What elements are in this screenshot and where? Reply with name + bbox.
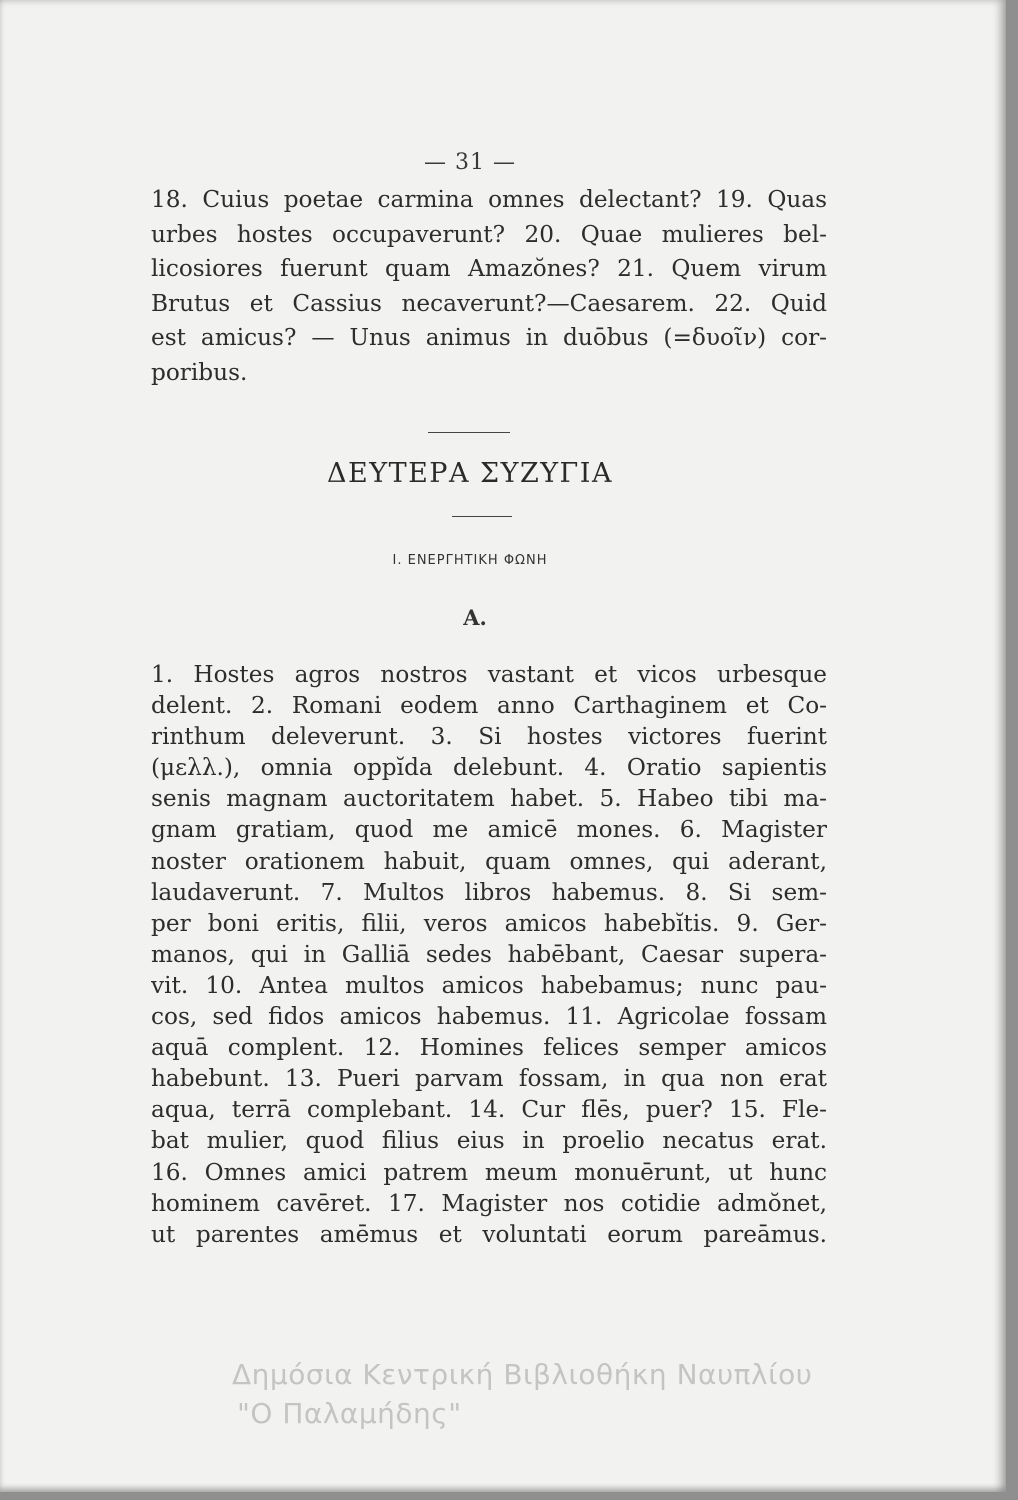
subsection-title: I. ΕΝΕΡΓΗΤΙΚΗ ΦΩΝΗ [392,553,548,568]
title-underline [452,516,512,517]
library-watermark-subtitle: "Ο Παλαμήδης" [237,1397,462,1430]
paragraph-line: poribus. [151,358,248,386]
paragraph-line: licosiores fuerunt quam Amazŏnes? 21. Quem virum [151,255,827,283]
paragraph-line: 1. Hostes agros nostros vastant et vicos urbesque [151,661,827,688]
top-paragraph [151,183,827,391]
paragraph-line: laudaverunt. 7. Multos libros habemus. 8. Si sem- [151,878,827,906]
page-number: — 31 — [424,150,516,175]
paragraph-line: 16. Omnes amici patrem meum monuērunt, ut hunc [151,1158,827,1186]
paragraph-line: gnam gratiam, quod me amicē mones. 6. Magister [151,816,827,844]
paragraph-line: est amicus? — Unus animus in duōbus (=δυοῖν) cor- [151,324,827,352]
paragraph-line: 18. Cuius poetae carmina omnes delectant? 19. Quas [151,186,827,213]
paragraph-line: cos, sed fidos amicos habemus. 11. Agricolae fossam [151,1003,827,1031]
section-divider [428,432,510,433]
paragraph-line: bat mulier, quod filius eius in proelio necatus erat. [151,1127,827,1155]
paragraph-line: Brutus et Cassius necaverunt?—Caesarem. 22. Quid [151,289,827,317]
paragraph-line: rinthum deleverunt. 3. Si hostes victores fuerint [151,723,827,751]
paragraph-line: (μελλ.), omnia oppĭda delebunt. 4. Oratio sapientis [151,754,827,782]
paragraph-line: per boni eritis, filii, veros amicos habebĭtis. 9. Ger- [151,909,827,937]
paragraph-line: aquā complent. 12. Homines felices semper amicos [151,1034,827,1062]
paragraph-line: aqua, terrā complebant. 14. Cur flēs, puer? 15. Fle- [151,1096,827,1124]
paragraph-line: manos, qui in Galliā sedes habēbant, Caesar supera- [151,940,827,968]
paragraph-line: senis magnam auctoritatem habet. 5. Habeo tibi ma- [151,785,827,813]
paragraph-line: delent. 2. Romani eodem anno Carthaginem et Co- [151,692,827,720]
exercise-paragraph [151,659,827,1250]
paragraph-line: noster orationem habuit, quam omnes, qui aderant, [151,847,827,875]
section-title: ΔΕΥΤΕΡΑ ΣΥΖΥΓΙΑ [327,458,613,489]
part-heading: A. [463,605,487,630]
paragraph-line: ut parentes amēmus et voluntati eorum pareāmus. [151,1220,827,1248]
paragraph-line: habebunt. 13. Pueri parvam fossam, in qua non erat [151,1065,827,1093]
library-watermark: Δημόσια Κεντρική Βιβλιοθήκη Ναυπλίου [232,1358,813,1391]
paragraph-line: vit. 10. Antea multos amicos habebamus; nunc pau- [151,971,827,999]
paragraph-line: hominem cavēret. 17. Magister nos cotidie admŏnet, [151,1189,827,1217]
paragraph-line: urbes hostes occupaverunt? 20. Quae mulieres bel- [151,220,827,248]
